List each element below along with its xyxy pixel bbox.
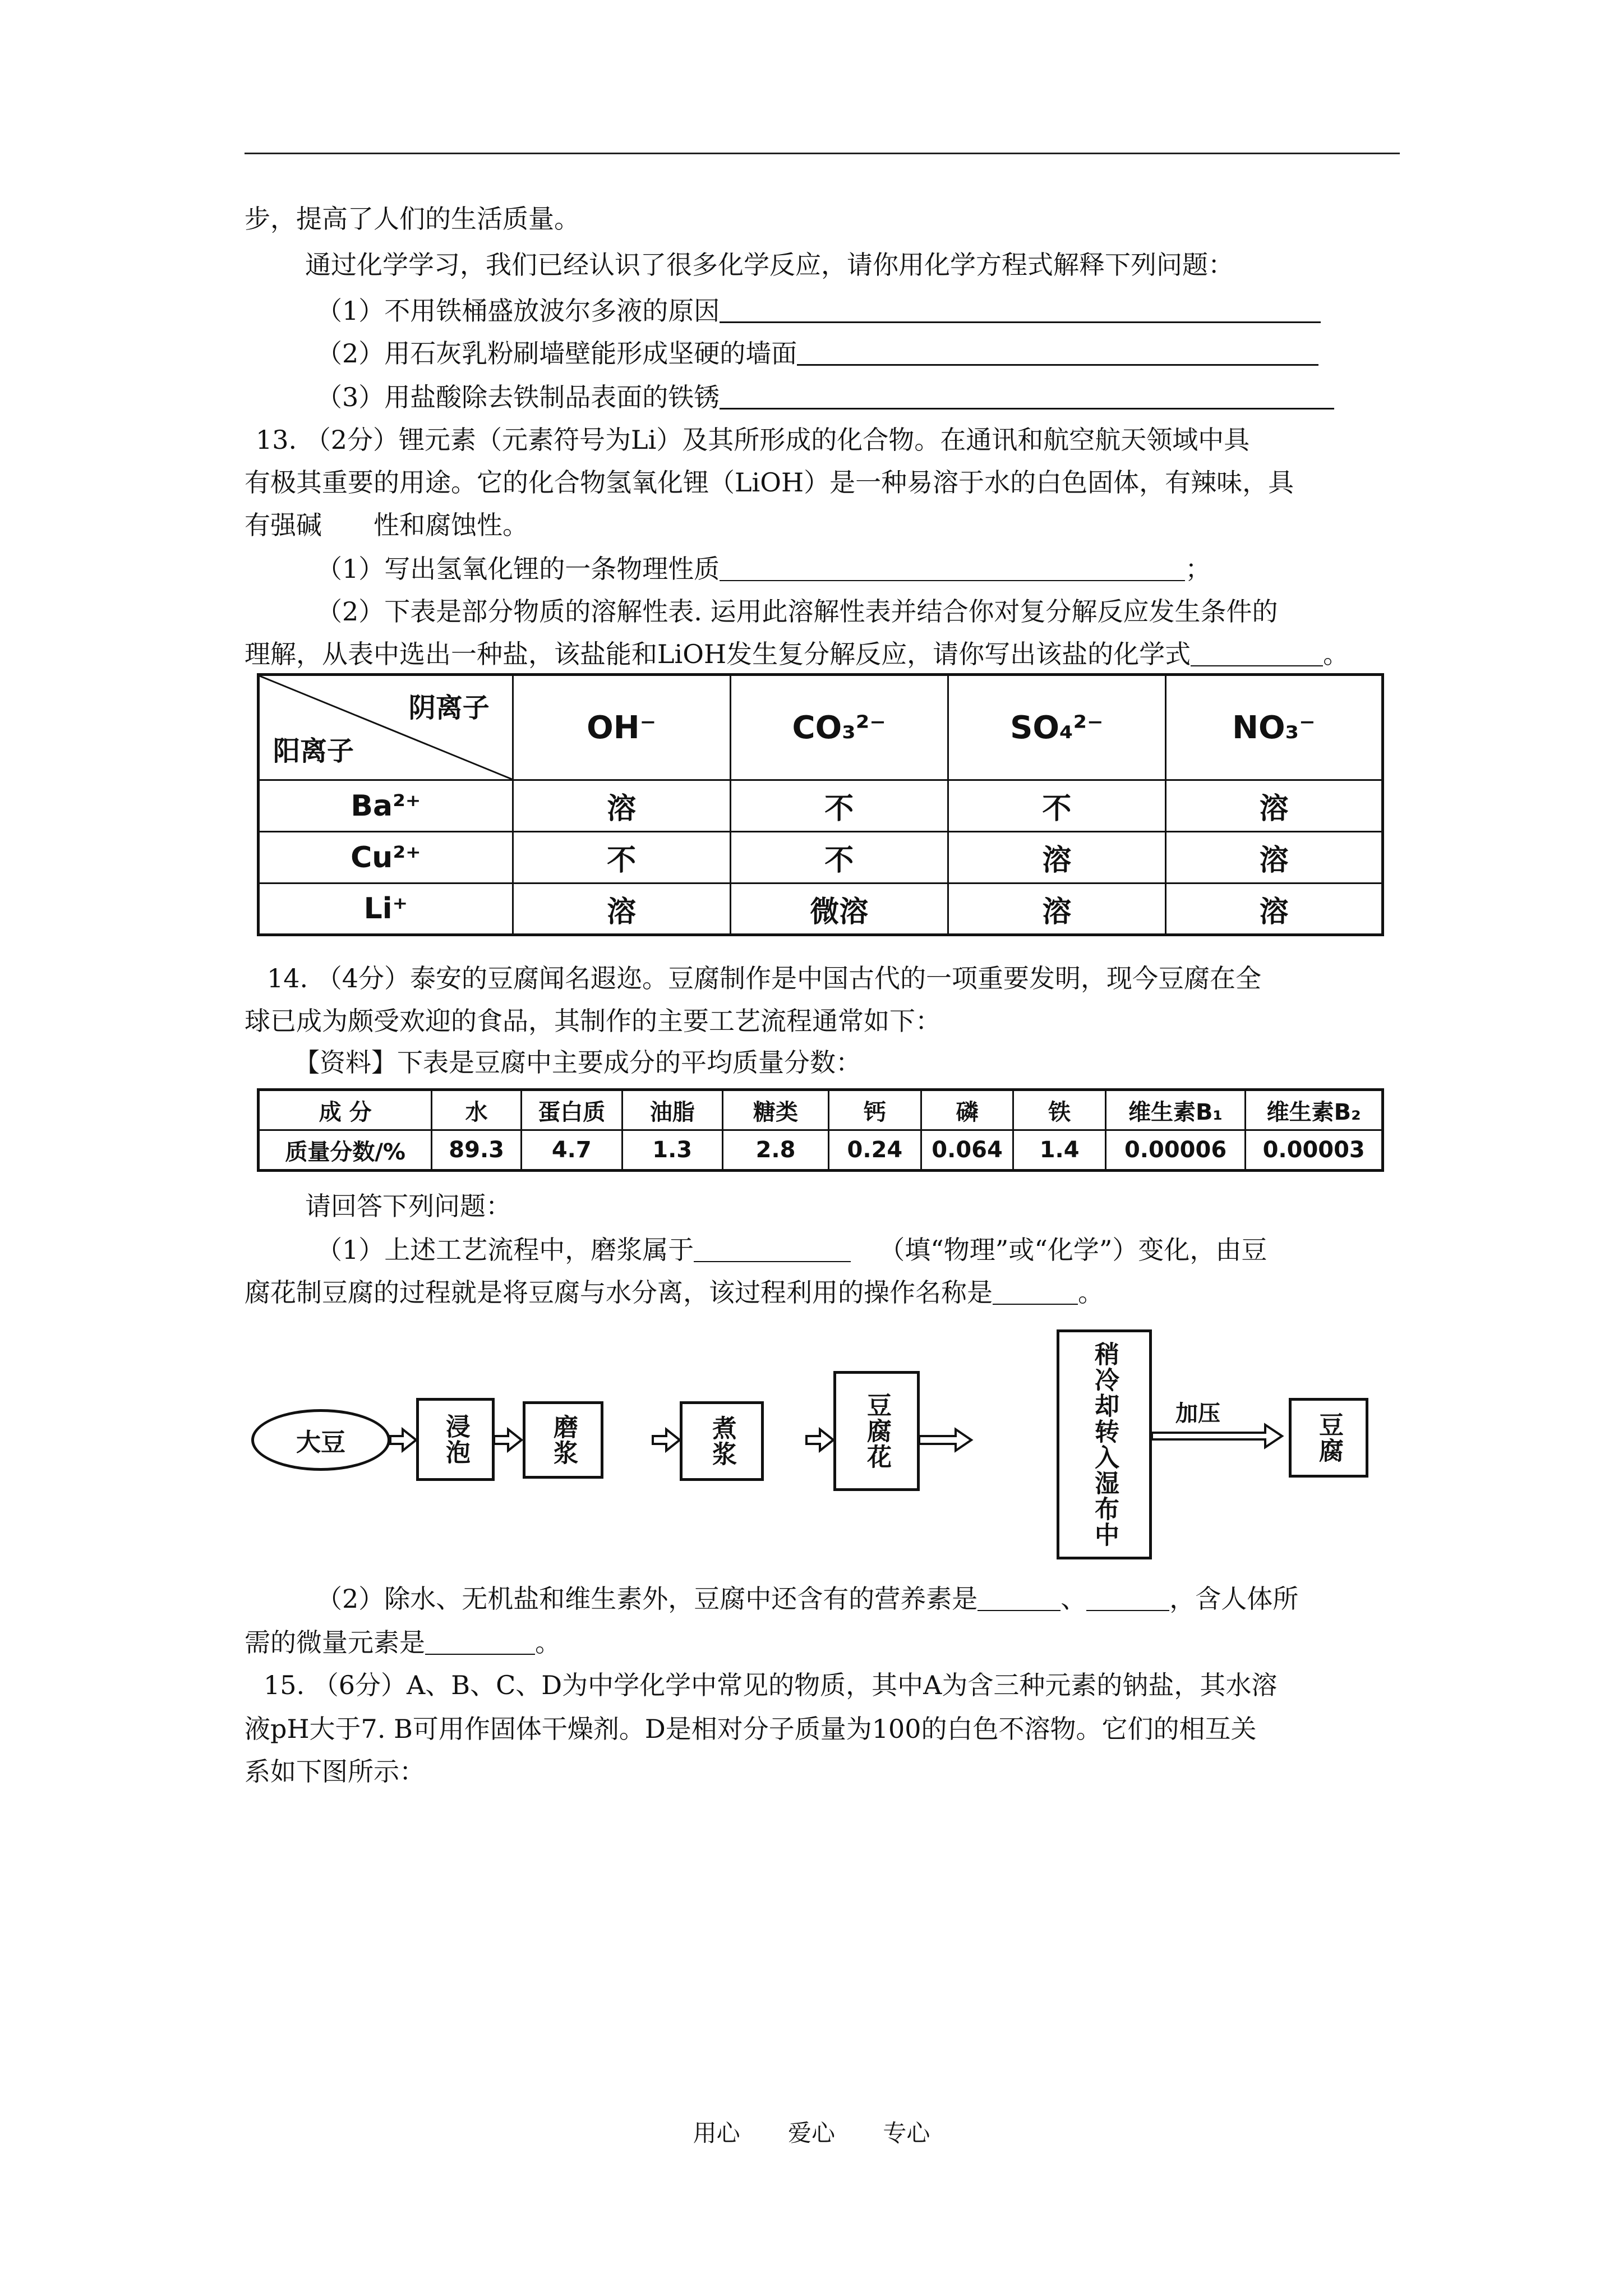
flow-step-cool-cloth: 稍冷却转入湿布中 <box>1057 1329 1152 1559</box>
row-label: 质量分数/% <box>259 1130 432 1171</box>
table-cell: 2.8 <box>722 1130 828 1171</box>
anion-column-header: CO₃²⁻ <box>730 675 948 780</box>
table-cell: 溶 <box>1165 780 1382 832</box>
table-row <box>259 1090 1383 1130</box>
flow-start-soybean: 大豆 <box>251 1409 390 1471</box>
arrow-icon <box>494 1429 522 1451</box>
table-row <box>259 1130 1383 1171</box>
answer-blank[interactable] <box>1191 637 1323 666</box>
component-header: 水 <box>432 1090 522 1130</box>
text-line: 步，提高了人们的生活质量。 <box>245 204 580 234</box>
component-header: 维生素B₁ <box>1105 1090 1246 1130</box>
arrow-icon <box>806 1429 833 1451</box>
table-cell: 溶 <box>513 884 730 935</box>
q12-item-3: （3）用盐酸除去铁制品表面的铁锈 <box>316 379 1334 415</box>
component-header: 钙 <box>829 1090 921 1130</box>
table-cell: 溶 <box>948 884 1165 935</box>
answer-blank[interactable] <box>993 1276 1078 1305</box>
component-header: 铁 <box>1013 1090 1105 1130</box>
table-cell: 不 <box>513 832 730 884</box>
footer-text: 用心 <box>693 2119 740 2147</box>
q12-item-2: （2）用石灰乳粉刷墙壁能形成坚硬的墙面 <box>316 335 1318 371</box>
component-header: 蛋白质 <box>521 1090 622 1130</box>
table-cell: 0.064 <box>921 1130 1013 1171</box>
row-label: 成 分 <box>259 1090 432 1130</box>
table-row <box>259 832 1383 884</box>
text-line: 通过化学学习，我们已经认识了很多化学反应，请你用化学方程式解释下列问题： <box>305 250 1234 280</box>
arrow-icon <box>390 1429 416 1451</box>
composition-table <box>257 1088 1384 1171</box>
solubility-table <box>257 673 1384 935</box>
footer-text: 爱心 <box>787 2119 835 2147</box>
footer-text: 专心 <box>883 2119 930 2147</box>
anion-column-header: OH⁻ <box>513 675 730 780</box>
anion-column-header: NO₃⁻ <box>1165 675 1382 780</box>
q14-text: 球已成为颇受欢迎的食品，其制作的主要工艺流程通常如下： <box>245 1006 941 1036</box>
q13-item-1: （1）写出氢氧化锂的一条物理性质 ； <box>316 551 1211 587</box>
answer-blank[interactable] <box>720 552 1185 581</box>
anion-header: 阴离子 <box>408 692 490 724</box>
table-cell: 溶 <box>513 780 730 832</box>
arrow-icon <box>919 1429 971 1451</box>
component-header: 油脂 <box>622 1090 722 1130</box>
table-cell: 0.24 <box>829 1130 921 1171</box>
answer-blank[interactable] <box>978 1582 1061 1611</box>
answer-blank[interactable] <box>694 1233 851 1262</box>
table-cell: 微溶 <box>730 884 948 935</box>
table-cell: 溶 <box>1165 884 1382 935</box>
cation-label: Cu²⁺ <box>259 832 513 884</box>
component-header: 维生素B₂ <box>1246 1090 1383 1130</box>
q14-item-2-cont: 需的微量元素是 。 <box>245 1625 561 1660</box>
answer-blank[interactable] <box>1086 1582 1169 1611</box>
cation-label: Li⁺ <box>259 884 513 935</box>
arrow-icon <box>653 1429 680 1451</box>
q14-item-1: （1）上述工艺流程中，磨浆属于 （填“物理”或“化学”）变化，由豆 <box>316 1232 1267 1268</box>
anion-column-header: SO₄²⁻ <box>948 675 1165 780</box>
press-label: 加压 <box>1175 1401 1220 1427</box>
q12-item-1: （1）不用铁桶盛放波尔多液的原因 <box>316 293 1321 329</box>
answer-blank[interactable] <box>797 336 1318 366</box>
table-row <box>259 884 1383 935</box>
q13-item-2-cont: 理解，从表中选出一种盐，该盐能和LiOH发生复分解反应，请你写出该盐的化学式 。 <box>245 636 1349 672</box>
q14-text: 请回答下列问题： <box>305 1191 511 1221</box>
q15-text: 系如下图所示： <box>245 1756 425 1787</box>
arrow-icon <box>1152 1425 1282 1447</box>
answer-blank[interactable] <box>720 293 1321 323</box>
table-cell: 不 <box>948 780 1165 832</box>
header-rule <box>245 153 1400 154</box>
q14-text: 14. （4分）泰安的豆腐闻名遐迩。豆腐制作是中国古代的一项重要发明，现今豆腐在全 <box>267 963 1262 993</box>
cation-header: 阳离子 <box>273 735 354 767</box>
answer-blank[interactable] <box>720 380 1334 409</box>
q13-text: 有极其重要的用途。它的化合物氢氧化锂（LiOH）是一种易溶于水的白色固体，有辣味，具 <box>245 467 1294 498</box>
table-row <box>259 780 1383 832</box>
flow-step-boil: 煮浆 <box>680 1401 764 1481</box>
q14-item-2: （2）除水、无机盐和维生素外，豆腐中还含有的营养素是 、 ，含人体所 <box>316 1581 1298 1617</box>
table-cell: 0.00006 <box>1105 1130 1246 1171</box>
q14-text: 【资料】下表是豆腐中主要成分的平均质量分数： <box>294 1047 861 1078</box>
q14-item-1-cont: 腐花制豆腐的过程就是将豆腐与水分离，该过程利用的操作名称是 。 <box>245 1274 1104 1310</box>
table-cell: 4.7 <box>521 1130 622 1171</box>
table-cell: 溶 <box>1165 832 1382 884</box>
flow-end-tofu: 豆腐 <box>1289 1398 1368 1478</box>
table-corner-cell <box>259 675 513 780</box>
table-cell: 溶 <box>948 832 1165 884</box>
table-cell: 不 <box>730 832 948 884</box>
q15-text: 液pH大于7. B可用作固体干燥剂。D是相对分子质量为100的白色不溶物。它们的相互关 <box>245 1714 1257 1744</box>
flow-step-soak: 浸泡 <box>416 1398 495 1481</box>
flow-step-grind: 磨浆 <box>523 1401 603 1479</box>
table-cell: 0.00003 <box>1246 1130 1383 1171</box>
answer-blank[interactable] <box>425 1626 535 1655</box>
flow-step-tofu-curd: 豆腐花 <box>833 1371 920 1491</box>
table-cell: 89.3 <box>432 1130 522 1171</box>
component-header: 磷 <box>921 1090 1013 1130</box>
table-cell: 不 <box>730 780 948 832</box>
q13-text: 13. （2分）锂元素（元素符号为Li）及其所形成的化合物。在通讯和航空航天领域中具 <box>256 425 1250 455</box>
table-cell: 1.3 <box>622 1130 722 1171</box>
q13-item-2: （2）下表是部分物质的溶解性表. 运用此溶解性表并结合你对复分解反应发生条件的 <box>316 596 1278 627</box>
q15-text: 15. （6分）A、B、C、D为中学化学中常见的物质，其中A为含三种元素的钠盐，其水溶 <box>264 1670 1278 1700</box>
page-footer <box>0 2115 1623 2148</box>
cation-label: Ba²⁺ <box>259 780 513 832</box>
q13-text: 有强碱 性和腐蚀性。 <box>245 510 528 540</box>
table-cell: 1.4 <box>1013 1130 1105 1171</box>
tofu-process-flowchart <box>245 1329 1400 1565</box>
component-header: 糖类 <box>722 1090 828 1130</box>
